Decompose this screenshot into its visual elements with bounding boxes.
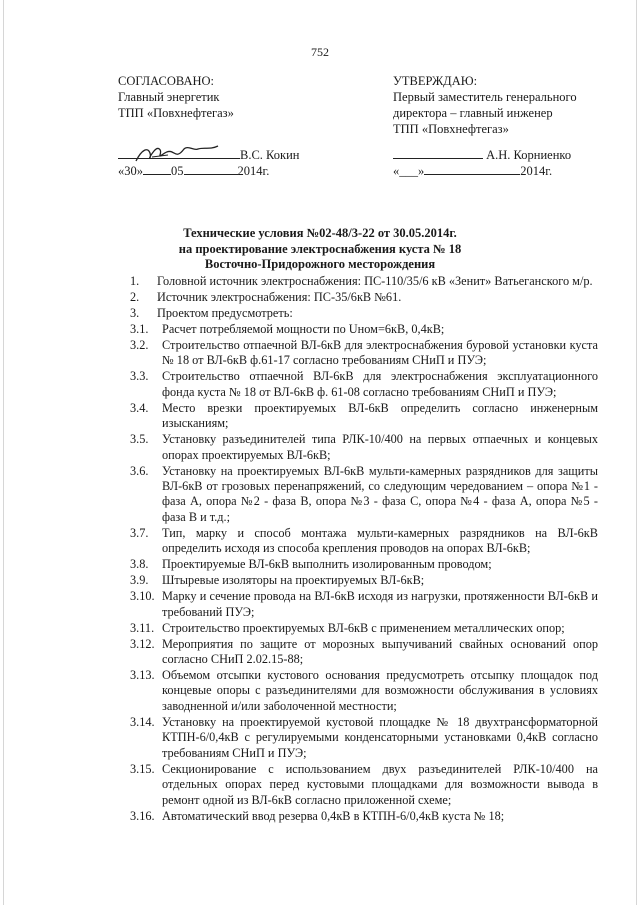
list-item-number: 3.12.: [130, 636, 155, 651]
list-item: [130, 668, 598, 714]
left-signature-line: [118, 147, 299, 163]
left-signatory-name: В.С. Кокин: [240, 148, 300, 162]
list-item-number: 3.2.: [130, 338, 149, 352]
right-date-year: 2014г.: [520, 164, 553, 178]
right-signatory-name: А.Н. Корниенко: [486, 148, 572, 162]
list-item-text: Источник электроснабжения: ПС-35/6кВ №61.: [157, 290, 402, 304]
list-item-text: Проектируемые ВЛ-6кВ выполнить изолированным проводом;: [162, 557, 492, 572]
list-item-text: Установку на проектируемых ВЛ-6кВ мульти-камерных разрядников для защиты ВЛ-6кВ от грозовых перенапряжений, со следующим чередованием – опора №1 - фаза А, опора №2 - фаза В, опора №3 - фаза С, опора №4 - фаза А, опора №5 - фаза В и т.д.;: [162, 463, 598, 524]
right-date-day: «___»: [393, 164, 425, 178]
scan-edge-left: [3, 0, 4, 905]
left-date-line: [118, 163, 269, 179]
list-item-text: Секционирование с использованием двух разъединителей РЛК-10/400 на отдельных опорах перед кустовыми площадками для возможности вывода в ремонт одной из ВЛ-6кВ согласно приложенной схеме;: [162, 761, 598, 807]
list-item: [130, 401, 598, 432]
left-date-day: «30»: [118, 164, 143, 178]
right-signature-line: [393, 147, 571, 163]
list-item: [130, 809, 598, 824]
list-item-text: Строительство отпаечной ВЛ-6кВ для электроснабжения буровой установки куста № 18 от ВЛ-6кВ ф.61-17 согласно требованиям СНиП и ПУЭ;: [162, 338, 598, 368]
list-item-text: Объемом отсыпки кустового основания предусмотреть отсыпку площадок под концевые опоры с разъединителями для возможности обслуживания в условиях заводненной и/или заболоченной местности;: [162, 668, 598, 713]
approval-left-position: Главный энергетик: [118, 90, 220, 104]
list-item: [130, 306, 598, 321]
list-item-text: Штыревые изоляторы на проектируемых ВЛ-6кВ;: [162, 573, 425, 588]
list-item: [130, 432, 598, 463]
approval-right-position: Первый заместитель генерального: [393, 90, 577, 104]
list-item-number: 3.10.: [130, 589, 155, 604]
left-date-year: 2014г.: [237, 164, 270, 178]
list-item-text: Проектом предусмотреть:: [157, 306, 293, 320]
title-line-3: Восточно-Придорожного месторождения: [204, 257, 436, 271]
approval-left-heading: СОГЛАСОВАНО:: [118, 74, 215, 88]
list-item-text: Автоматический ввод резерва 0,4кВ в КТПН-6/0,4кВ куста № 18;: [162, 808, 505, 823]
list-item-text: Мероприятия по защите от морозных выпучиваний свайных оснований опор согласно СНиП 2.02.15-88;: [162, 636, 598, 667]
right-signature-rule: [393, 147, 483, 159]
list-item-number: 3.11.: [130, 620, 155, 635]
list-item-text: Расчет потребляемой мощности по Uном=6кВ, 0,4кВ;: [162, 322, 445, 336]
left-signature-rule: [118, 147, 240, 159]
list-item: [130, 338, 598, 369]
list-item: [130, 274, 598, 289]
list-item-number: 1.: [130, 274, 140, 288]
list-item: [130, 369, 598, 400]
list-item-number: 3.15.: [130, 761, 155, 776]
list-item: [130, 526, 598, 557]
list-item-text: Место врезки проектируемых ВЛ-6кВ определить согласно инженерным изысканиям;: [162, 400, 598, 431]
list-item-number: 3.9.: [130, 573, 149, 588]
right-date-line: [393, 163, 552, 179]
list-item-number: 3.5.: [130, 432, 149, 447]
list-item-number: 2.: [130, 290, 140, 304]
list-item-number: 3.14.: [130, 714, 155, 729]
list-item-text: Установку на проектируемой кустовой площадке № 18 двухтрансформаторной КТПН-6/0,4кВ с регулируемыми конденсаторными установками 0,4кВ согласно требованиям СНиП и ПУЭ;: [162, 714, 598, 760]
list-item: [130, 290, 598, 305]
list-item: [130, 557, 598, 572]
requirements-list: [130, 274, 598, 825]
title-line-1: Технические условия №02-48/3-22 от 30.05.2014г.: [183, 226, 457, 240]
list-item: [130, 762, 598, 808]
title-line-2: на проектирование электроснабжения куста № 18: [178, 241, 462, 256]
list-item-text: Головной источник электроснабжения: ПС-110/35/6 кВ «Зенит» Ватьеганского м/р.: [157, 274, 593, 288]
list-item-text: Установку разъединителей типа РЛК-10/400 на первых отпаечных и концевых опорах проектируемых ВЛ-6кВ;: [162, 432, 598, 462]
list-item-number: 3.6.: [130, 463, 149, 478]
list-item: [130, 621, 598, 636]
list-item-number: 3.3.: [130, 369, 149, 384]
document-title: [0, 226, 640, 273]
list-item-text: Марку и сечение провода на ВЛ-6кВ исходя из нагрузки, протяженности ВЛ-6кВ и требований ПУЭ;: [162, 589, 598, 619]
list-item-number: 3.16.: [130, 808, 155, 823]
list-item: [130, 637, 598, 668]
list-item-number: 3.4.: [130, 400, 149, 415]
list-item-text: Строительство проектируемых ВЛ-6кВ с применением металлических опор;: [162, 620, 565, 635]
list-item-number: 3.1.: [130, 322, 149, 336]
list-item-number: 3.: [130, 306, 140, 320]
list-item: [130, 322, 598, 337]
scan-edge-right: [636, 0, 637, 905]
list-item-number: 3.8.: [130, 557, 149, 572]
list-item-number: 3.13.: [130, 668, 155, 683]
approval-right-heading: УТВЕРЖДАЮ:: [393, 74, 478, 88]
left-date-month: 05: [171, 164, 184, 178]
approval-right-org: ТПП «Повхнефтегаз»: [393, 122, 509, 136]
list-item-number: 3.7.: [130, 525, 149, 540]
list-item-text: Строительство отпаечной ВЛ-6кВ для электроснабжения эксплуатационного фонда куста № 18 от ВЛ-6кВ ф. 61-08 согласно требованиям СНиП и ПУЭ;: [162, 369, 598, 399]
approval-right-position-2: директора – главный инженер: [393, 106, 553, 120]
list-item: [130, 589, 598, 620]
list-item: [130, 573, 598, 588]
list-item-text: Тип, марку и способ монтажа мульти-камерных разрядников на ВЛ-6кВ определить исходя из способа крепления проводов на опорах ВЛ-6кВ;: [162, 525, 598, 556]
page-number: 752: [311, 45, 329, 59]
approval-left-org: ТПП «Повхнефтегаз»: [118, 106, 234, 120]
list-item: [130, 715, 598, 761]
approval-right-block: [393, 73, 577, 137]
list-item: [130, 464, 598, 526]
approval-left-block: [118, 73, 234, 121]
